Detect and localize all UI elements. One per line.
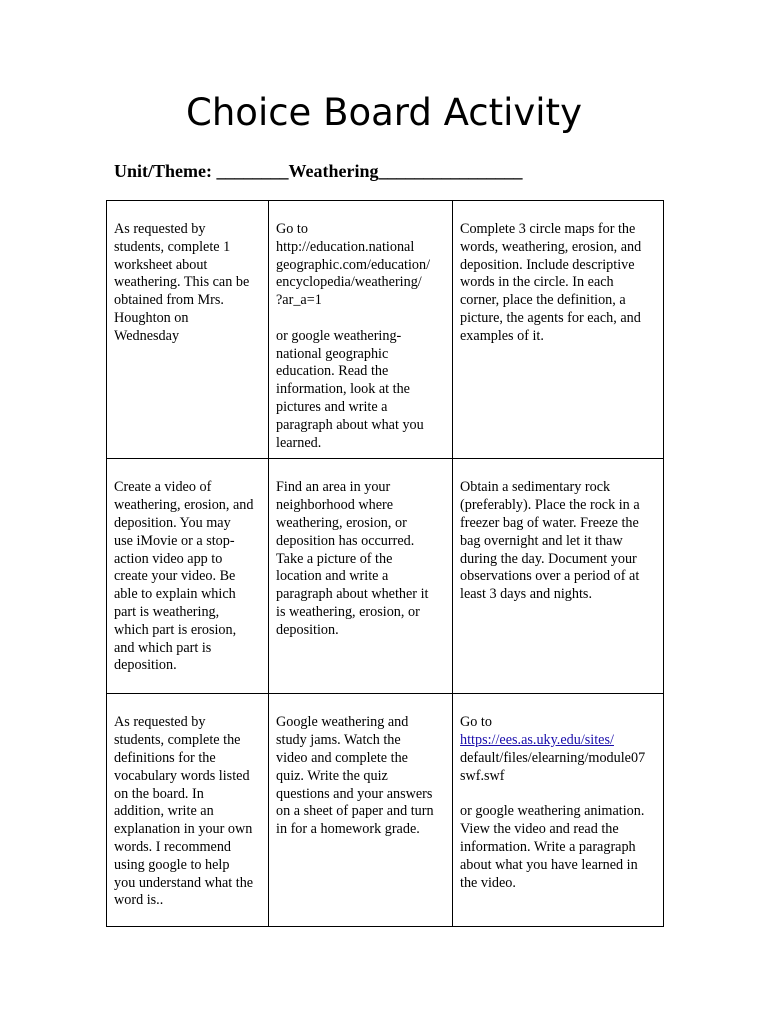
cell-text: Complete 3 circle maps for the words, weathering, erosion, and deposition. Include descriptive words in the circle. In each corner, place the definition, a picture, the agents for each, and examples of it. xyxy=(460,221,642,344)
cell-link-paragraph xyxy=(460,714,657,785)
choice-cell-1-1 xyxy=(107,201,269,459)
cell-text: As requested by students, complete 1 worksheet about weathering. This can be obtained from Mrs. Houghton on Wednesday xyxy=(114,221,250,344)
choice-cell-1-3 xyxy=(453,201,664,459)
choice-cell-1-2 xyxy=(269,201,453,459)
cell-text: Google weathering and study jams. Watch the video and complete the quiz. Write the quiz questions and your answers on a sheet of paper and turn in for a homework grade. xyxy=(276,714,434,838)
choice-board-table xyxy=(106,200,664,927)
cell-text: As requested by students, complete the definitions for the vocabulary words listed on the board. In addition, write an explanation in your own words. I recommend using google to help you understand what the word is.. xyxy=(114,714,254,909)
page-title: Choice Board Activity xyxy=(186,91,582,134)
choice-cell-3-2 xyxy=(269,694,453,927)
cell-text: Go to http://education.national geographic.com/education/ encyclopedia/weathering/ ?ar_a=1 xyxy=(276,221,431,309)
cell-intro-text: Go to xyxy=(460,714,492,731)
cell-text: or google weathering- national geographic education. Read the information, look at the pictures and write a paragraph about what you learned. xyxy=(276,327,424,451)
choice-cell-2-1 xyxy=(107,459,269,694)
cell-text: Obtain a sedimentary rock (preferably). Place the rock in a freezer bag of water. Freeze the bag overnight and let it thaw during the day. Document your observations over a period of at least 3 days and nights. xyxy=(460,479,640,603)
choice-cell-3-1 xyxy=(107,694,269,927)
ees-uky-link[interactable]: https://ees.as.uky.edu/sites/ xyxy=(460,732,614,749)
cell-text: Create a video of weathering, erosion, and deposition. You may use iMovie or a stop- action video app to create your video. Be able to explain which part is weathering, which part is erosion, and which part is deposition. xyxy=(114,479,254,674)
board-row-3 xyxy=(107,694,664,927)
choice-cell-2-3 xyxy=(453,459,664,694)
board-row-2 xyxy=(107,459,664,694)
board-row-1 xyxy=(107,201,664,459)
cell-text: or google weathering animation. View the video and read the information. Write a paragraph about what you have learned in the video. xyxy=(460,803,645,891)
choice-cell-2-2 xyxy=(269,459,453,694)
link-continuation-text: default/files/elearning/module07 swf.swf xyxy=(460,749,646,784)
choice-cell-3-3 xyxy=(453,694,664,927)
unit-theme-line: Unit/Theme: ________Weathering________________ xyxy=(114,161,523,181)
cell-text: Find an area in your neighborhood where weathering, erosion, or deposition has occurred. Take a picture of the location and write a paragraph about whether it is weathering, erosion, or deposition. xyxy=(276,479,429,638)
